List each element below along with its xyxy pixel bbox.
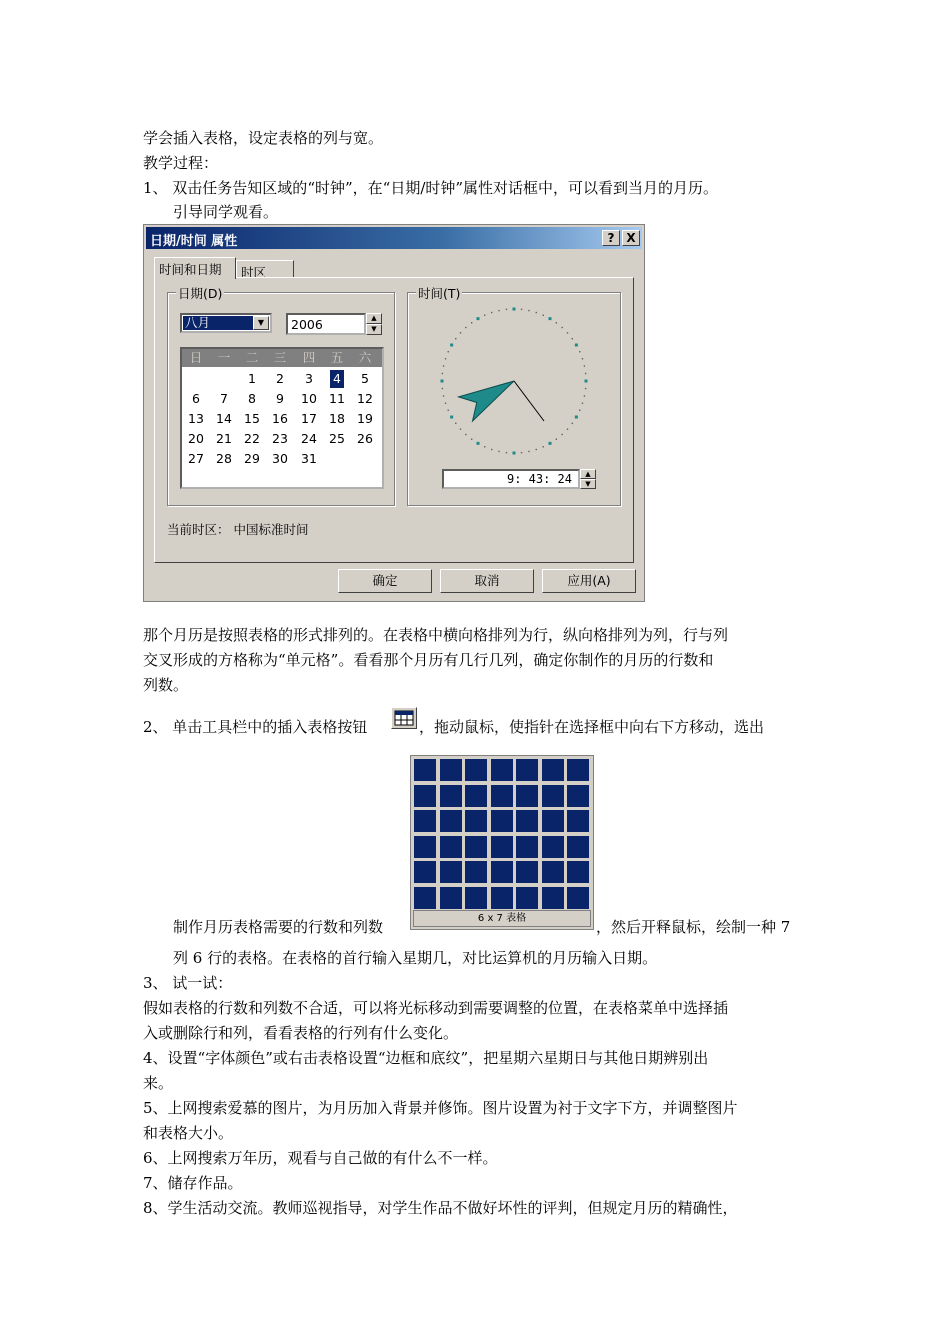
picker-cell[interactable] xyxy=(414,810,436,832)
time-group-label: 时间(T) xyxy=(418,286,461,301)
calendar-day[interactable]: 23 xyxy=(272,431,288,446)
picker-cell[interactable] xyxy=(491,836,513,858)
text-line: 学会插入表格，设定表格的列与宽。 xyxy=(143,129,384,147)
time-value: 9: 43: 24 xyxy=(506,472,572,486)
picker-cell[interactable] xyxy=(491,887,513,909)
calendar-day[interactable]: 5 xyxy=(361,371,369,386)
picker-cell[interactable] xyxy=(491,861,513,883)
tab-timezone[interactable] xyxy=(236,260,294,278)
calendar-day[interactable]: 9 xyxy=(276,391,284,406)
calendar-day[interactable]: 22 xyxy=(244,431,260,446)
picker-cell[interactable] xyxy=(542,810,564,832)
insert-table-icon xyxy=(391,707,417,729)
minute-tick xyxy=(442,388,443,389)
minute-tick xyxy=(460,332,461,333)
calendar-day[interactable]: 12 xyxy=(357,391,373,406)
weekday-label: 四 xyxy=(302,350,316,365)
picker-cell[interactable] xyxy=(465,836,487,858)
hour-tick xyxy=(450,344,453,347)
date-group xyxy=(167,286,395,506)
ok-button[interactable]: 确定 xyxy=(338,569,432,593)
text-line: 2、 单击工具栏中的插入表格按钮 xyxy=(143,718,368,736)
text-line: 交叉形成的方格称为“单元格”。看看那个月历有几行几列，确定你制作的月历的行数和 xyxy=(143,651,714,669)
close-button[interactable]: X xyxy=(622,230,640,246)
hour-tick xyxy=(575,344,578,347)
picker-cell[interactable] xyxy=(567,887,589,909)
picker-cell[interactable] xyxy=(567,861,589,883)
date-group-label: 日期(D) xyxy=(178,286,223,301)
calendar-day[interactable]: 24 xyxy=(301,431,317,446)
minute-tick xyxy=(521,452,522,453)
minute-tick xyxy=(536,312,537,313)
calendar-day[interactable]: 25 xyxy=(329,431,345,446)
picker-cell[interactable] xyxy=(516,861,538,883)
weekday-label: 日 xyxy=(189,350,203,365)
calendar-day[interactable]: 17 xyxy=(301,411,317,426)
picker-cell[interactable] xyxy=(465,887,487,909)
help-button[interactable]: ? xyxy=(602,230,620,246)
picker-cell[interactable] xyxy=(567,810,589,832)
minute-tick xyxy=(484,446,485,447)
picker-cell[interactable] xyxy=(465,861,487,883)
calendar-day[interactable]: 6 xyxy=(192,391,200,406)
calendar-day[interactable]: 3 xyxy=(305,371,313,386)
picker-cell[interactable] xyxy=(414,785,436,807)
picker-cell[interactable] xyxy=(414,887,436,909)
picker-cell[interactable] xyxy=(516,887,538,909)
minute-tick xyxy=(528,451,529,452)
year-field[interactable] xyxy=(286,313,366,335)
minute-tick xyxy=(460,428,461,429)
minute-tick xyxy=(455,423,456,424)
picker-cell[interactable] xyxy=(440,759,462,781)
minute-tick xyxy=(443,365,444,366)
year-down-button[interactable]: ▼ xyxy=(366,324,382,335)
picker-cell[interactable] xyxy=(414,861,436,883)
minute-tick xyxy=(584,365,585,366)
picker-cell[interactable] xyxy=(542,785,564,807)
calendar-day[interactable]: 16 xyxy=(272,411,288,426)
minute-tick xyxy=(448,410,449,411)
text-line: 入或删除行和列，看看表格的行列有什么变化。 xyxy=(143,1024,459,1042)
tab-label: 时间和日期 xyxy=(159,262,222,277)
table-size-picker[interactable] xyxy=(410,755,594,930)
cancel-button[interactable]: 取消 xyxy=(440,569,534,593)
calendar-day[interactable]: 21 xyxy=(216,431,232,446)
hour-tick xyxy=(450,416,453,419)
time-group xyxy=(407,286,621,506)
calendar-day[interactable]: 27 xyxy=(188,451,204,466)
calendar-day[interactable]: 7 xyxy=(220,391,228,406)
calendar-day[interactable]: 8 xyxy=(248,391,256,406)
picker-cell[interactable] xyxy=(491,785,513,807)
minute-tick xyxy=(536,449,537,450)
hour-tick xyxy=(441,380,444,383)
minute-tick xyxy=(579,410,580,411)
minute-tick xyxy=(443,395,444,396)
second-hand xyxy=(514,381,544,421)
picker-cell[interactable] xyxy=(440,810,462,832)
calendar-day[interactable]: 15 xyxy=(244,411,260,426)
tab-panel xyxy=(154,277,634,563)
hour-tick xyxy=(513,308,516,311)
minute-tick xyxy=(445,358,446,359)
text-line: 8、学生活动交流。教师巡视指导，对学生作品不做好坏性的评判，但规定月历的精确性， xyxy=(143,1199,738,1217)
text-line: 3、 试一试： xyxy=(143,974,233,992)
time-down-button[interactable]: ▼ xyxy=(580,479,596,489)
calendar-day[interactable]: 13 xyxy=(188,411,204,426)
calendar-day[interactable]: 4 xyxy=(330,370,344,388)
calendar-day[interactable]: 1 xyxy=(248,371,256,386)
tab-time-date[interactable] xyxy=(154,257,236,279)
text-line: ，拖动鼠标，使指针在选择框中向右下方移动，选出 xyxy=(419,718,765,736)
minute-tick xyxy=(442,373,443,374)
text-line: 1、 双击任务告知区域的“时钟”，在“日期/时钟”属性对话框中，可以看到当月的月历。 xyxy=(143,179,719,197)
picker-cell[interactable] xyxy=(491,810,513,832)
text-line: 4、设置“字体颜色”或右击表格设置“边框和底纹”，把星期六星期日与其他日期辨别出 xyxy=(143,1049,709,1067)
picker-cell[interactable] xyxy=(414,759,436,781)
minute-tick xyxy=(579,351,580,352)
text-line: 7、储存作品。 xyxy=(143,1174,243,1192)
table-glyph xyxy=(392,708,416,728)
calendar-header xyxy=(182,349,382,367)
time-up-button[interactable]: ▲ xyxy=(580,469,596,479)
picker-cell[interactable] xyxy=(542,759,564,781)
minute-tick xyxy=(582,358,583,359)
hour-tick xyxy=(549,317,552,320)
weekday-label: 二 xyxy=(245,350,259,365)
dialog-titlebar xyxy=(146,227,642,249)
minute-tick xyxy=(498,310,499,311)
minute-tick xyxy=(484,315,485,316)
minute-tick xyxy=(471,322,472,323)
month-select[interactable] xyxy=(180,313,272,333)
chevron-down-icon[interactable]: ▼ xyxy=(253,316,269,330)
picker-cell[interactable] xyxy=(440,836,462,858)
calendar-day[interactable]: 10 xyxy=(301,391,317,406)
minute-tick xyxy=(445,403,446,404)
picker-cell[interactable] xyxy=(567,836,589,858)
minute-tick xyxy=(567,332,568,333)
text-line: 来。 xyxy=(143,1074,174,1092)
text-line: 制作月历表格需要的行数和列数 xyxy=(173,918,384,936)
hour-hand xyxy=(459,369,521,421)
picker-cell[interactable] xyxy=(516,810,538,832)
hour-tick xyxy=(477,317,480,320)
minute-tick xyxy=(572,423,573,424)
picker-cell[interactable] xyxy=(516,836,538,858)
hour-tick xyxy=(585,380,588,383)
calendar xyxy=(180,347,384,489)
analog-clock xyxy=(436,303,592,459)
time-field[interactable] xyxy=(442,469,580,489)
text-line: 假如表格的行数和列数不合适，可以将光标移动到需要调整的位置，在表格菜单中选择插 xyxy=(143,999,729,1017)
text-line: 5、上网搜索爱慕的图片，为月历加入背景并修饰。图片设置为衬于文字下方，并调整图片 xyxy=(143,1099,738,1117)
calendar-day[interactable]: 29 xyxy=(244,451,260,466)
text-line: ，然后开释鼠标，绘制一种 7 xyxy=(596,918,791,936)
weekday-label: 一 xyxy=(217,350,231,365)
picker-cell[interactable] xyxy=(465,785,487,807)
apply-button[interactable]: 应用(A) xyxy=(542,569,636,593)
minute-tick xyxy=(561,327,562,328)
minute-tick xyxy=(582,403,583,404)
picker-size-label: 6 x 7 表格 xyxy=(413,910,591,927)
text-line: 6、上网搜索万年历，观看与自己做的有什么不一样。 xyxy=(143,1149,498,1167)
calendar-day[interactable]: 18 xyxy=(329,411,345,426)
calendar-day[interactable]: 14 xyxy=(216,411,232,426)
text-line: 列数。 xyxy=(143,676,189,694)
minute-tick xyxy=(585,373,586,374)
text-line: 引导同学观看。 xyxy=(173,203,279,221)
calendar-day[interactable]: 31 xyxy=(301,451,317,466)
minute-tick xyxy=(528,310,529,311)
minute-tick xyxy=(585,388,586,389)
minute-tick xyxy=(561,434,562,435)
calendar-day[interactable]: 19 xyxy=(357,411,373,426)
minute-tick xyxy=(491,312,492,313)
picker-cell[interactable] xyxy=(542,887,564,909)
year-up-button[interactable]: ▲ xyxy=(366,313,382,324)
calendar-day[interactable]: 11 xyxy=(329,391,345,406)
hour-tick xyxy=(477,442,480,445)
weekday-label: 五 xyxy=(330,350,344,365)
minute-tick xyxy=(543,315,544,316)
picker-cell[interactable] xyxy=(516,785,538,807)
picker-cell[interactable] xyxy=(542,861,564,883)
text-line: 和表格大小。 xyxy=(143,1124,234,1142)
minute-tick xyxy=(556,322,557,323)
minute-tick xyxy=(543,446,544,447)
minute-tick xyxy=(584,395,585,396)
text-line: 那个月历是按照表格的形式排列的。在表格中横向格排列为行，纵向格排列为列，行与列 xyxy=(143,626,729,644)
picker-cell[interactable] xyxy=(491,759,513,781)
minute-tick xyxy=(471,439,472,440)
picker-cell[interactable] xyxy=(440,887,462,909)
weekday-label: 三 xyxy=(273,350,287,365)
minute-tick xyxy=(506,452,507,453)
picker-cell[interactable] xyxy=(567,759,589,781)
calendar-day[interactable]: 26 xyxy=(357,431,373,446)
dialog-title: 日期/时间 属性 xyxy=(150,234,238,249)
datetime-dialog xyxy=(143,224,645,602)
tab-label: 时区 xyxy=(241,265,267,280)
month-value: 八月 xyxy=(183,316,255,330)
picker-cell[interactable] xyxy=(465,759,487,781)
text-line: 列 6 行的表格。在表格的首行输入星期几，对比运算机的月历输入日期。 xyxy=(173,949,658,967)
timezone-label: 当前时区： 中国标准时间 xyxy=(167,522,309,537)
minute-tick xyxy=(506,309,507,310)
hour-tick xyxy=(549,442,552,445)
minute-tick xyxy=(567,428,568,429)
minute-tick xyxy=(572,338,573,339)
calendar-day[interactable]: 30 xyxy=(272,451,288,466)
minute-tick xyxy=(498,451,499,452)
minute-tick xyxy=(448,351,449,352)
minute-tick xyxy=(465,327,466,328)
minute-tick xyxy=(521,309,522,310)
minute-tick xyxy=(491,449,492,450)
minute-tick xyxy=(465,434,466,435)
calendar-day[interactable]: 28 xyxy=(216,451,232,466)
weekday-label: 六 xyxy=(358,350,372,365)
picker-cell[interactable] xyxy=(567,785,589,807)
year-value: 2006 xyxy=(291,317,323,332)
picker-cell[interactable] xyxy=(414,836,436,858)
hour-tick xyxy=(575,416,578,419)
picker-cell[interactable] xyxy=(542,836,564,858)
picker-cell[interactable] xyxy=(465,810,487,832)
hour-tick xyxy=(513,452,516,455)
calendar-day[interactable]: 20 xyxy=(188,431,204,446)
picker-cell[interactable] xyxy=(440,785,462,807)
picker-cell[interactable] xyxy=(516,759,538,781)
calendar-day[interactable]: 2 xyxy=(276,371,284,386)
minute-tick xyxy=(455,338,456,339)
minute-tick xyxy=(556,439,557,440)
text-line: 教学过程： xyxy=(143,154,219,172)
picker-cell[interactable] xyxy=(440,861,462,883)
